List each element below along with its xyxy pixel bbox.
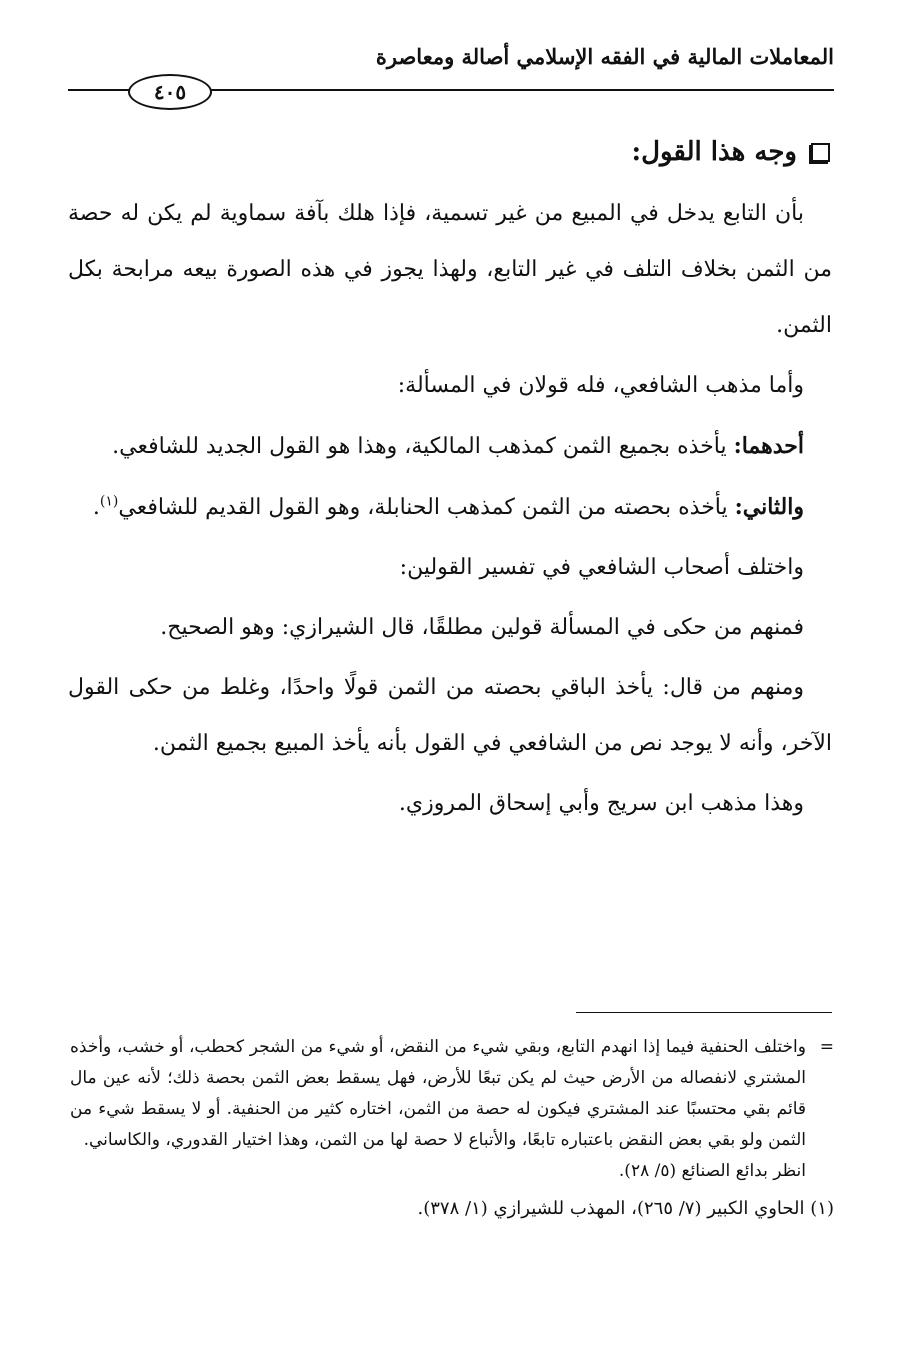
continuation-text: واختلف الحنفية فيما إذا انهدم التابع، وبقي شيء من النقض، أو شيء من الشجر كحطب، أو خشب، وأخذه المشتري لانفصاله من الأرض حيث لم يكن تبعًا للأرض، فهل يسقط بعض الثمن بحصة ذلك؛ لأنه عين مال قائم بقي محتسبًا عند المشتري فيكون له حصة من الثمن، اختاره كثير من الحنفية. أو لا يسقط شيء من الثمن ولو بقي بعض النقض باعتباره تابعًا، والأتباع لا حصة لها من الثمن، وهذا اختيار القدوري، والكاساني.: [70, 1037, 806, 1150]
footnote-1-text: الحاوي الكبير (٧/ ٢٦٥)، المهذب للشيرازي (١/ ٣٧٨).: [417, 1198, 805, 1219]
paragraph-7: ومنهم من قال: يأخذ الباقي بحصته من الثمن قولًا واحدًا، وغلط من حكى القول الآخر، وأنه لا يوجد نص من الشافعي في القول بأنه يأخذ المبيع بجميع الثمن.: [68, 675, 832, 756]
paragraph-8: وهذا مذهب ابن سريج وأبي إسحاق المروزي.: [398, 791, 804, 816]
footnote-rule: [576, 1012, 832, 1013]
main-text: [68, 132, 832, 832]
paragraph-3: [68, 418, 832, 475]
footnotes: [70, 1032, 834, 1224]
paragraph-4-text: يأخذه بحصته من الثمن كمذهب الحنابلة، وهو القول القديم للشافعي: [118, 495, 735, 520]
paragraph-1: بأن التابع يدخل في المبيع من غير تسمية، فإذا هلك بآفة سماوية لم يكن له حصة من الثمن بخلاف التلف في غير التابع، ولهذا يجوز في هذه الصورة بيعه مرابحة بكل الثمن.: [68, 201, 832, 338]
page-number: ٤٠٥: [128, 74, 212, 110]
footnote-continuation: [70, 1032, 834, 1156]
running-title: المعاملات المالية في الفقه الإسلامي أصالة ومعاصرة: [375, 44, 834, 69]
continuation-mark: =: [819, 1037, 834, 1057]
paragraph-3-text: يأخذه بجميع الثمن كمذهب المالكية، وهذا هو القول الجديد للشافعي.: [112, 434, 734, 459]
footnote-1-number: (١): [810, 1198, 834, 1219]
paragraph-3-lead: أحدهما:: [733, 433, 804, 459]
paragraph-4-end: .: [92, 495, 100, 520]
footnote-1: [70, 1193, 834, 1224]
continuation-source: انظر بدائع الصنائع (٥/ ٢٨).: [618, 1161, 806, 1181]
section-heading-text: وجه هذا القول:: [631, 137, 797, 167]
paragraph-2: وأما مذهب الشافعي، فله قولان في المسألة:: [397, 373, 804, 398]
paragraph-6: فمنهم من حكى في المسألة قولين مطلقًا، قال الشيرازي: وهو الصحيح.: [160, 615, 804, 640]
square-bullet-icon: [811, 143, 830, 162]
footnote-ref-1[interactable]: (١): [99, 493, 119, 510]
paragraph-5: واختلف أصحاب الشافعي في تفسير القولين:: [399, 555, 804, 580]
paragraph-4-lead: والثاني:: [734, 494, 804, 520]
paragraph-4: [68, 479, 832, 536]
section-heading: [68, 132, 832, 172]
